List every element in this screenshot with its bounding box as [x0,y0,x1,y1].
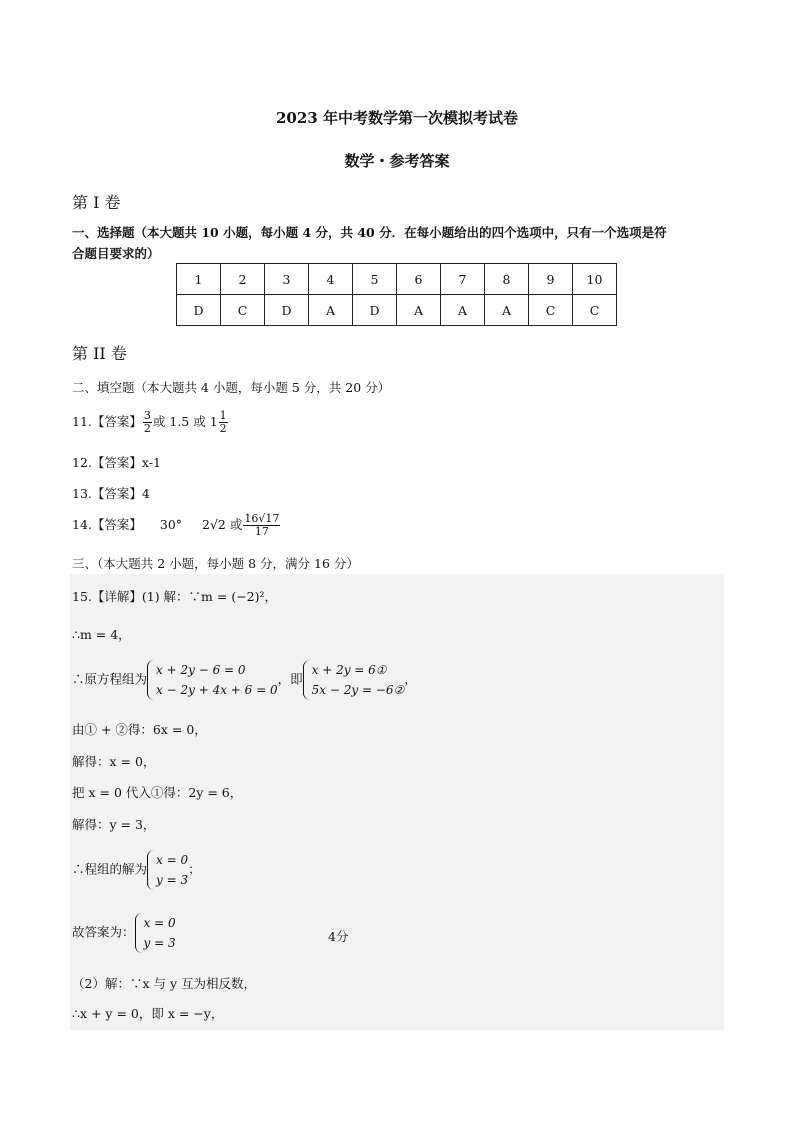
answer-14-value: 2√2 或 [202,517,243,532]
solution-line-system [72,660,417,700]
solution-text: ； [188,861,201,877]
answer-14 [72,513,281,538]
answer-table-answers-row [177,295,617,326]
equation-system [147,660,278,700]
solution-line: 15.【详解】(1) 解：∵m = (−2)²， [72,589,278,604]
page-subtitle: 数学・参考答案 [344,152,450,170]
solution-text: ， [404,671,417,687]
answer-table-numbers-row [177,264,617,295]
question-number-cell: 8 [485,264,529,295]
solution-line: 解得：x = 0， [72,754,156,769]
answer-11 [72,410,229,435]
section-3-heading: 三、（本大题共 2 小题，每小题 8 分，满分 16 分） [72,556,359,571]
equation-system [147,850,188,890]
answer-13-label: 13.【答案】 [72,486,142,501]
solution-line: 由① + ②得：6x = 0， [72,722,207,737]
answer-12 [72,453,161,471]
question-number-cell: 6 [397,264,441,295]
solution-text: ∴程组的解为 [72,861,148,877]
fraction-denominator: 2 [143,422,151,435]
question-number-cell: 2 [221,264,265,295]
question-number-cell: 5 [353,264,397,295]
solution-line: 把 x = 0 代入①得：2y = 6， [72,785,243,800]
question-number-cell: 9 [529,264,573,295]
volume-1-heading: 第 I 卷 [72,193,121,212]
fraction [243,513,280,538]
question-number-cell: 7 [441,264,485,295]
answer-12-value: x-1 [141,455,161,470]
answer-cell: C [573,295,617,326]
answer-11-label: 11.【答案】 [72,414,142,429]
solution-line-system [72,850,201,890]
section-2-heading: 二、填空题（本大题共 4 小题，每小题 5 分，共 20 分） [72,380,391,395]
answer-cell: D [353,295,397,326]
equation-row: x + 2y = 6① [311,663,387,677]
fraction-numerator: 16√17 [244,512,280,525]
equation-row: x = 0 [156,853,189,867]
page-title: 2023 年中考数学第一次模拟考试卷 [276,109,518,127]
left-brace-icon [147,850,155,890]
answer-cell: A [397,295,441,326]
answer-11-mid: 或 1.5 或 1 [152,414,218,429]
question-number-cell: 4 [309,264,353,295]
solution-text: ∴原方程组为 [72,671,148,687]
solution-line: 解得：y = 3， [72,817,156,832]
answer-14-label: 14.【答案】 [72,517,142,532]
left-brace-icon [147,660,155,700]
points-label: 4分 [328,929,349,944]
solution-line: ∴m = 4， [72,627,131,642]
question-number-cell: 1 [177,264,221,295]
solution-line: ∴x + y = 0，即 x = −y， [72,1006,224,1021]
equation-row: y = 3 [156,873,189,887]
fraction-numerator: 1 [219,409,227,422]
equation-row: x − 2y + 4x + 6 = 0 [156,683,278,697]
answer-cell: A [309,295,353,326]
answer-cell: D [177,295,221,326]
question-number-cell: 3 [265,264,309,295]
fraction-denominator: 2 [219,422,227,435]
answer-12-label: 12.【答案】 [72,455,142,470]
solution-line-system [72,913,176,953]
fraction [219,410,228,435]
equation-system [135,913,176,953]
answer-table [176,263,617,326]
answer-cell: D [265,295,309,326]
equation-row: x = 0 [143,916,176,930]
question-number-cell: 10 [573,264,617,295]
solution-text: 故答案为： [72,924,135,940]
section-1-heading-cont [72,244,160,262]
answer-cell: A [441,295,485,326]
fraction-numerator: 3 [143,409,151,422]
fraction [143,410,152,435]
section-1-text: 一、选择题（本大题共 10 小题，每小题 4 分，共 40 分．在每小题给出的四个选项中，只有一个选项是符 [72,225,667,240]
equation-row: y = 3 [143,936,176,950]
equation-system [303,660,405,700]
answer-cell: C [221,295,265,326]
left-brace-icon [135,913,143,953]
fraction-denominator: 17 [254,525,269,538]
volume-2-heading: 第 II 卷 [72,344,127,363]
answer-13-value: 4 [141,486,150,501]
solution-background [70,574,724,1030]
answer-14-angle: 30° [159,517,183,532]
left-brace-icon [303,660,311,700]
solution-text: ，即 [277,671,303,687]
section-1-heading [72,223,667,241]
equation-row: 5x − 2y = −6② [311,683,405,697]
answer-cell: C [529,295,573,326]
answer-cell: A [485,295,529,326]
answer-13 [72,484,150,502]
equation-row: x + 2y − 6 = 0 [156,663,246,677]
solution-line: （2）解：∵x 与 y 互为相反数， [72,976,256,991]
section-1-text-cont: 合题目要求的） [72,246,160,261]
